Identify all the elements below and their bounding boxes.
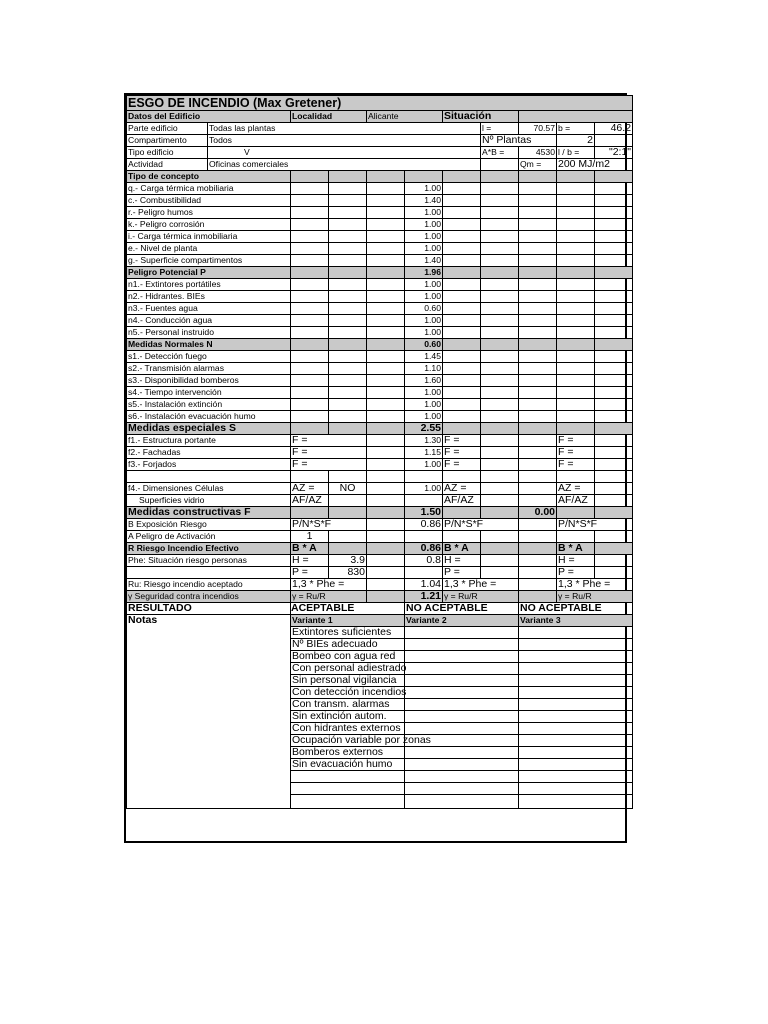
normal-value: 1.00 bbox=[405, 327, 443, 339]
p-label: P = bbox=[443, 567, 481, 579]
medidas-constructivas-value: 1.50 bbox=[405, 507, 443, 519]
especial-label: s5.- Instalación extinción bbox=[127, 399, 291, 411]
nota-item: Ocupación variable por zonas bbox=[292, 734, 431, 746]
medidas-constructivas-v2: 0.00 bbox=[519, 507, 557, 519]
concepto-label: c.- Combustibilidad bbox=[127, 195, 291, 207]
pnsf-label: P/N*S*F bbox=[443, 519, 519, 531]
nota-item: Bomberos externos bbox=[291, 747, 405, 759]
f-eq-label: F = bbox=[557, 435, 595, 447]
nota-item: Nº BIEs adecuado bbox=[291, 639, 405, 651]
f3-label: f3.- Forjados bbox=[127, 459, 291, 471]
medidas-normales-value: 0.60 bbox=[405, 339, 443, 351]
lb-label: l / b = bbox=[557, 147, 595, 159]
nota-item: Con hidrantes externos bbox=[291, 723, 405, 735]
gamma-formula: γ = Ru/R bbox=[443, 591, 519, 603]
normal-label: n2.- Hidrantes. BIEs bbox=[127, 291, 291, 303]
exposicion-value: 0.86 bbox=[405, 519, 443, 531]
phe-label: Phe: Situación riesgo personas bbox=[127, 555, 291, 567]
gamma-formula: γ = Ru/R bbox=[557, 591, 633, 603]
h-value: 3.9 bbox=[329, 555, 367, 567]
actividad-value: Oficinas comerciales bbox=[208, 159, 481, 171]
f-eq-label: F = bbox=[557, 447, 595, 459]
f-eq-label: F = bbox=[291, 435, 367, 447]
localidad-label: Localidad bbox=[291, 111, 367, 123]
especial-label: s2.- Transmisión alarmas bbox=[127, 363, 291, 375]
f1-value: 1.30 bbox=[405, 435, 443, 447]
phe-value: 0.8 bbox=[405, 555, 443, 567]
qm-value: 200 MJ/m2 bbox=[557, 159, 633, 171]
nota-item: Con transm. alarmas bbox=[291, 699, 405, 711]
especial-value: 1.60 bbox=[405, 375, 443, 387]
normal-label: n1.- Extintores portátiles bbox=[127, 279, 291, 291]
medidas-constructivas-label: Medidas constructivas F bbox=[127, 507, 291, 519]
concepto-value: 1.40 bbox=[405, 195, 443, 207]
f-eq-label: F = bbox=[557, 459, 595, 471]
gamma-label: γ Seguridad contra incendios bbox=[127, 591, 291, 603]
fire-risk-sheet bbox=[124, 93, 632, 843]
ab-value: 4530 bbox=[519, 147, 557, 159]
h-label: H = bbox=[443, 555, 481, 567]
situacion-label: Situación bbox=[443, 111, 519, 123]
especial-label: s6.- Instalación evacuación humo bbox=[127, 411, 291, 423]
gretener-table bbox=[126, 95, 633, 809]
normal-label: n3.- Fuentes agua bbox=[127, 303, 291, 315]
f2-value: 1.15 bbox=[405, 447, 443, 459]
normal-value: 1.00 bbox=[405, 315, 443, 327]
normal-label: n5.- Personal instruido bbox=[127, 327, 291, 339]
riesgo-efectivo-value: 0.86 bbox=[405, 543, 443, 555]
resultado-variante-3: NO ACEPTABLE bbox=[519, 603, 633, 615]
parte-edificio-value: Todas las plantas bbox=[208, 123, 481, 135]
afaz-label: AF/AZ bbox=[557, 495, 595, 507]
compartimento-label: Compartimento bbox=[127, 135, 208, 147]
b-label: b = bbox=[557, 123, 595, 135]
l-label: l = bbox=[481, 123, 519, 135]
b-value: 46.2 bbox=[595, 123, 633, 135]
sheet-title: ESGO DE INCENDIO (Max Gretener) bbox=[127, 96, 633, 111]
nota-item: Extintores suficientes bbox=[291, 627, 405, 639]
medidas-normales-label: Medidas Normales N bbox=[127, 339, 291, 351]
az-value: NO bbox=[329, 483, 367, 495]
f-eq-label: F = bbox=[443, 447, 481, 459]
especial-value: 1.45 bbox=[405, 351, 443, 363]
h-label: H = bbox=[291, 555, 329, 567]
nota-item: Con personal adiestrado bbox=[292, 662, 407, 674]
variante-3-header: Variante 3 bbox=[519, 615, 633, 627]
parte-edificio-label: Parte edificio bbox=[127, 123, 208, 135]
concepto-value: 1.00 bbox=[405, 243, 443, 255]
normal-value: 1.00 bbox=[405, 291, 443, 303]
localidad-value: Alicante bbox=[367, 111, 443, 123]
ba-label: B * A bbox=[557, 543, 595, 555]
pnsf-label: P/N*S*F bbox=[557, 519, 633, 531]
az-label: AZ = bbox=[291, 483, 329, 495]
f3-value: 1.00 bbox=[405, 459, 443, 471]
nota-item: Sin extinción autom. bbox=[291, 711, 405, 723]
normal-label: n4.- Conducción agua bbox=[127, 315, 291, 327]
concepto-label: r.- Peligro humos bbox=[127, 207, 291, 219]
actividad-label: Actividad bbox=[127, 159, 208, 171]
normal-value: 1.00 bbox=[405, 279, 443, 291]
variante-2-header: Variante 2 bbox=[405, 615, 519, 627]
ab-label: A*B = bbox=[481, 147, 519, 159]
f-eq-label: F = bbox=[443, 435, 481, 447]
resultado-variante-1: ACEPTABLE bbox=[291, 603, 405, 615]
especial-label: s4.- Tiempo intervención bbox=[127, 387, 291, 399]
f-eq-label: F = bbox=[291, 447, 367, 459]
nota-item: Sin personal vigilancia bbox=[291, 675, 405, 687]
concepto-label: g.- Superficie compartimentos bbox=[127, 255, 291, 267]
f4-label: f4.- Dimensiones Células bbox=[127, 483, 291, 495]
especial-label: s3.- Disponibilidad bomberos bbox=[127, 375, 291, 387]
nota-item: Bombeo con agua red bbox=[291, 651, 405, 663]
ba-label: B * A bbox=[443, 543, 481, 555]
datos-edificio-label: Datos del Edificio bbox=[127, 111, 291, 123]
medidas-especiales-label: Medidas especiales S bbox=[127, 423, 291, 435]
qm-label: Qm = bbox=[519, 159, 557, 171]
az-label: AZ = bbox=[443, 483, 481, 495]
normal-value: 0.60 bbox=[405, 303, 443, 315]
peligro-potencial-label: Peligro Potencial P bbox=[127, 267, 291, 279]
concepto-value: 1.00 bbox=[405, 231, 443, 243]
f-eq-label: F = bbox=[291, 459, 367, 471]
resultado-label: RESULTADO bbox=[127, 603, 291, 615]
ru-value: 1.04 bbox=[405, 579, 443, 591]
ru-formula: 1,3 * Phe = bbox=[443, 579, 519, 591]
f4-value: 1.00 bbox=[405, 483, 443, 495]
vidrio-label: Superficies vidrio bbox=[127, 495, 291, 507]
p-label: P = bbox=[291, 567, 329, 579]
tipo-edificio-label: Tipo edificio bbox=[127, 147, 208, 159]
gamma-value: 1.21 bbox=[405, 591, 443, 603]
especial-value: 1.00 bbox=[405, 411, 443, 423]
ru-label: Ru: Riesgo incendio aceptado bbox=[127, 579, 291, 591]
tipo-edificio-value: V bbox=[208, 147, 481, 159]
az-label: AZ = bbox=[557, 483, 595, 495]
lb-value: "2:1" bbox=[595, 147, 633, 159]
peligro-potencial-value: 1.96 bbox=[405, 267, 443, 279]
afaz-label: AF/AZ bbox=[443, 495, 481, 507]
medidas-especiales-value: 2.55 bbox=[405, 423, 443, 435]
plantas-value: 2 bbox=[557, 135, 595, 147]
f2-label: f2.- Fachadas bbox=[127, 447, 291, 459]
activacion-label: A Peligro de Activación bbox=[127, 531, 291, 543]
concepto-value: 1.40 bbox=[405, 255, 443, 267]
nota-item: Con detección incendios bbox=[292, 686, 407, 698]
especial-value: 1.10 bbox=[405, 363, 443, 375]
concepto-label: k.- Peligro corrosión bbox=[127, 219, 291, 231]
concepto-label: q.- Carga térmica mobiliaria bbox=[127, 183, 291, 195]
ba-label: B * A bbox=[291, 543, 329, 555]
notas-label: Notas bbox=[127, 615, 291, 809]
especial-label: s1.- Detección fuego bbox=[127, 351, 291, 363]
concepto-label: e.- Nivel de planta bbox=[127, 243, 291, 255]
f-eq-label: F = bbox=[443, 459, 481, 471]
ru-formula: 1,3 * Phe = bbox=[557, 579, 633, 591]
concepto-label: i.- Carga térmica inmobiliaria bbox=[127, 231, 291, 243]
afaz-label: AF/AZ bbox=[291, 495, 329, 507]
concepto-value: 1.00 bbox=[405, 219, 443, 231]
riesgo-efectivo-label: R Riesgo Incendio Efectivo bbox=[127, 543, 291, 555]
h-label: H = bbox=[557, 555, 595, 567]
activacion-value: 1 bbox=[291, 531, 329, 543]
especial-value: 1.00 bbox=[405, 399, 443, 411]
especial-value: 1.00 bbox=[405, 387, 443, 399]
plantas-label: Nº Plantas bbox=[481, 135, 557, 147]
nota-item: Sin evacuación humo bbox=[291, 759, 405, 771]
f1-label: f1.- Estructura portante bbox=[127, 435, 291, 447]
compartimento-value: Todos bbox=[208, 135, 481, 147]
gamma-formula: γ = Ru/R bbox=[291, 591, 367, 603]
variante-1-header: Variante 1 bbox=[291, 615, 405, 627]
exposicion-label: B Exposición Riesgo bbox=[127, 519, 291, 531]
ru-formula: 1,3 * Phe = bbox=[291, 579, 367, 591]
l-value: 70.57 bbox=[519, 123, 557, 135]
concepto-value: 1.00 bbox=[405, 207, 443, 219]
tipo-concepto-header: Tipo de concepto bbox=[127, 171, 291, 183]
p-label: P = bbox=[557, 567, 595, 579]
concepto-value: 1.00 bbox=[405, 183, 443, 195]
resultado-variante-2: NO ACEPTABLE bbox=[405, 603, 519, 615]
p-value: 830 bbox=[329, 567, 367, 579]
pnsf-label: P/N*S*F bbox=[291, 519, 367, 531]
